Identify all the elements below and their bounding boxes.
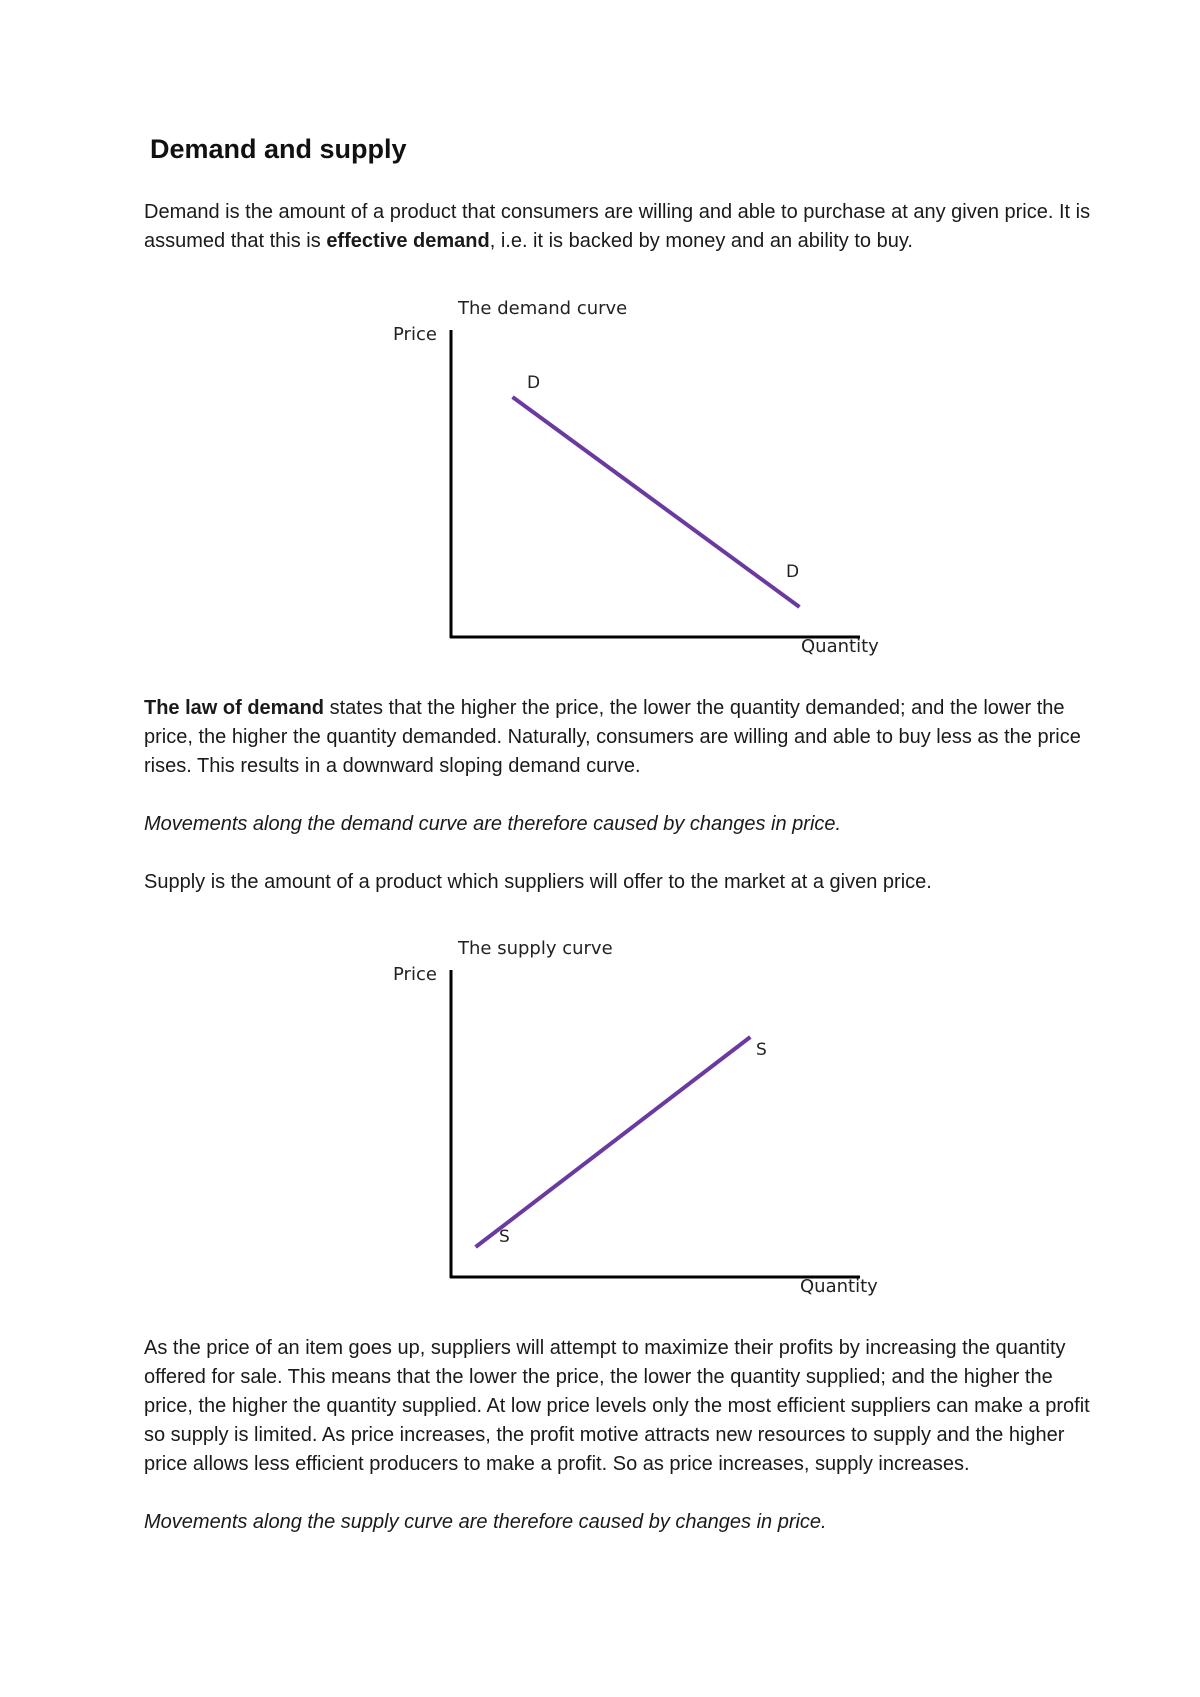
supply-definition: Supply is the amount of a product which suppliers will offer to the market at a given price. bbox=[144, 871, 932, 893]
supply-curve-start-label: S bbox=[499, 1227, 510, 1247]
supply-line-3: price, the higher the quantity supplied. At low price levels only the most efficient suppliers can make a profit bbox=[144, 1395, 1090, 1417]
demand-movement-note: Movements along the demand curve are therefore caused by changes in price. bbox=[144, 813, 842, 835]
supply-chart-x-label: Quantity bbox=[800, 1276, 878, 1297]
supply-line-5: price allows less efficient producers to make a profit. So as price increases, supply increases. bbox=[144, 1453, 970, 1475]
supply-curve-line bbox=[476, 1037, 751, 1247]
demand-chart-y-label: Price bbox=[393, 324, 437, 345]
supply-line-2: offered for sale. This means that the lower the price, the lower the quantity supplied; and the higher the bbox=[144, 1366, 1053, 1388]
supply-chart-y-label: Price bbox=[393, 964, 437, 985]
supply-explanation-paragraph bbox=[144, 1334, 1194, 1479]
supply-movement-note: Movements along the supply curve are therefore caused by changes in price. bbox=[144, 1511, 827, 1533]
intro-line-2-end: , i.e. it is backed by money and an ability to buy. bbox=[489, 230, 913, 252]
effective-demand-term: effective demand bbox=[326, 230, 490, 252]
law-line-1-rest: states that the higher the price, the lower the quantity demanded; and the lower the bbox=[324, 697, 1065, 719]
supply-curve-end-label: S bbox=[756, 1040, 767, 1060]
supply-line-1: As the price of an item goes up, suppliers will attempt to maximize their profits by increasing the quantity bbox=[144, 1337, 1066, 1359]
supply-chart-title: The supply curve bbox=[458, 938, 613, 959]
intro-line-2-start: assumed that this is bbox=[144, 230, 327, 252]
law-line-3: rises. This results in a downward sloping demand curve. bbox=[144, 755, 641, 777]
demand-curve-end-label: D bbox=[786, 562, 800, 582]
page-title: Demand and supply bbox=[150, 134, 407, 164]
law-of-demand-term: The law of demand bbox=[144, 697, 325, 719]
supply-line-4: so supply is limited. As price increases, the profit motive attracts new resources to supply and the higher bbox=[144, 1424, 1065, 1446]
demand-chart-title: The demand curve bbox=[458, 298, 628, 319]
law-line-2: price, the higher the quantity demanded. Naturally, consumers are willing and able to buy less as the price bbox=[144, 726, 1081, 748]
demand-chart-x-label: Quantity bbox=[801, 636, 879, 657]
intro-line-1: Demand is the amount of a product that consumers are willing and able to purchase at any given price. It is bbox=[144, 201, 1091, 223]
demand-curve-start-label: D bbox=[527, 373, 541, 393]
